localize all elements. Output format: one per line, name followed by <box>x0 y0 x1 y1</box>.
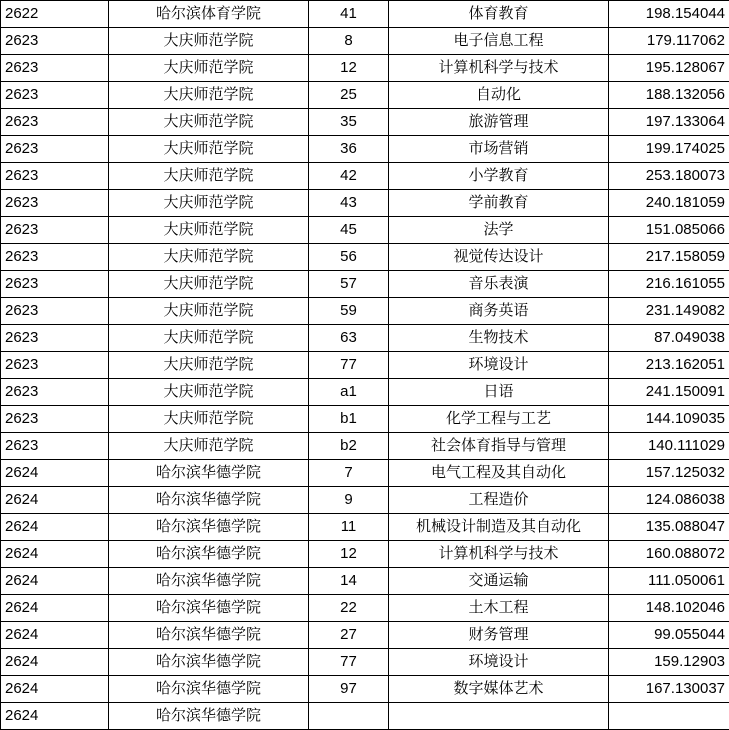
cell-school-code: 2624 <box>1 649 109 676</box>
cell-school-name: 哈尔滨华德学院 <box>109 622 309 649</box>
table-row <box>1 82 729 109</box>
cell-score: 188.132056 <box>609 82 729 109</box>
cell-major-code: b1 <box>309 406 389 433</box>
cell-major-name: 化学工程与工艺 <box>389 406 609 433</box>
cell-score: 99.055044 <box>609 622 729 649</box>
cell-major-name: 生物技术 <box>389 325 609 352</box>
table-row <box>1 622 729 649</box>
cell-school-code: 2623 <box>1 109 109 136</box>
cell-score: 157.125032 <box>609 460 729 487</box>
table-row <box>1 568 729 595</box>
cell-score: 140.111029 <box>609 433 729 460</box>
cell-school-code: 2623 <box>1 55 109 82</box>
cell-major-name: 法学 <box>389 217 609 244</box>
cell-score: 151.085066 <box>609 217 729 244</box>
table-row <box>1 541 729 568</box>
table-row <box>1 487 729 514</box>
cell-major-name: 环境设计 <box>389 352 609 379</box>
cell-school-name: 哈尔滨华德学院 <box>109 514 309 541</box>
table-row <box>1 1 729 28</box>
cell-school-code: 2623 <box>1 82 109 109</box>
cell-school-code: 2624 <box>1 703 109 730</box>
cell-school-code: 2624 <box>1 460 109 487</box>
cell-school-code: 2623 <box>1 28 109 55</box>
table-row <box>1 163 729 190</box>
cell-major-code: b2 <box>309 433 389 460</box>
cell-score: 241.150091 <box>609 379 729 406</box>
cell-major-name: 财务管理 <box>389 622 609 649</box>
cell-school-name: 哈尔滨华德学院 <box>109 676 309 703</box>
table-row <box>1 433 729 460</box>
cell-score: 197.133064 <box>609 109 729 136</box>
cell-school-name: 大庆师范学院 <box>109 136 309 163</box>
cell-school-code: 2624 <box>1 676 109 703</box>
cell-score: 160.088072 <box>609 541 729 568</box>
cell-major-code: 35 <box>309 109 389 136</box>
cell-school-name: 哈尔滨体育学院 <box>109 1 309 28</box>
cell-major-code: 36 <box>309 136 389 163</box>
cell-score: 198.154044 <box>609 1 729 28</box>
cell-score: 179.117062 <box>609 28 729 55</box>
cell-school-name: 大庆师范学院 <box>109 82 309 109</box>
cell-major-code: 14 <box>309 568 389 595</box>
cell-school-code: 2623 <box>1 163 109 190</box>
cell-school-name: 哈尔滨华德学院 <box>109 703 309 730</box>
cell-major-code: 77 <box>309 649 389 676</box>
cell-school-name: 大庆师范学院 <box>109 379 309 406</box>
cell-score: 111.050061 <box>609 568 729 595</box>
table-row <box>1 379 729 406</box>
cell-major-code: 45 <box>309 217 389 244</box>
table-row <box>1 406 729 433</box>
cell-school-name: 哈尔滨华德学院 <box>109 460 309 487</box>
cell-major-name: 环境设计 <box>389 649 609 676</box>
cell-school-code: 2623 <box>1 190 109 217</box>
table-row <box>1 28 729 55</box>
cell-school-code: 2622 <box>1 1 109 28</box>
cell-major-code: 12 <box>309 55 389 82</box>
cell-school-code: 2624 <box>1 514 109 541</box>
cell-major-code: 59 <box>309 298 389 325</box>
cell-school-name: 大庆师范学院 <box>109 271 309 298</box>
cell-major-name: 工程造价 <box>389 487 609 514</box>
table-row <box>1 109 729 136</box>
cell-school-code: 2624 <box>1 622 109 649</box>
cell-score: 135.088047 <box>609 514 729 541</box>
cell-major-name: 计算机科学与技术 <box>389 541 609 568</box>
cell-score: 216.161055 <box>609 271 729 298</box>
cell-score <box>609 703 729 730</box>
cell-major-name: 电气工程及其自动化 <box>389 460 609 487</box>
cell-school-code: 2623 <box>1 271 109 298</box>
cell-major-name: 市场营销 <box>389 136 609 163</box>
cell-major-name: 数字媒体艺术 <box>389 676 609 703</box>
cell-major-name: 机械设计制造及其自动化 <box>389 514 609 541</box>
table-row <box>1 55 729 82</box>
table-row <box>1 298 729 325</box>
cell-school-name: 大庆师范学院 <box>109 163 309 190</box>
table-row <box>1 703 729 730</box>
cell-school-name: 大庆师范学院 <box>109 55 309 82</box>
cell-score: 253.180073 <box>609 163 729 190</box>
cell-score: 167.130037 <box>609 676 729 703</box>
cell-major-code: 27 <box>309 622 389 649</box>
cell-school-name: 大庆师范学院 <box>109 244 309 271</box>
cell-school-name: 大庆师范学院 <box>109 190 309 217</box>
cell-score: 199.174025 <box>609 136 729 163</box>
cell-school-name: 大庆师范学院 <box>109 28 309 55</box>
cell-major-name <box>389 703 609 730</box>
cell-school-name: 大庆师范学院 <box>109 352 309 379</box>
cell-major-name: 旅游管理 <box>389 109 609 136</box>
cell-major-code: 63 <box>309 325 389 352</box>
cell-major-code <box>309 703 389 730</box>
cell-major-code: 7 <box>309 460 389 487</box>
table-row <box>1 190 729 217</box>
cell-school-code: 2623 <box>1 298 109 325</box>
cell-score: 159.12903 <box>609 649 729 676</box>
cell-major-name: 商务英语 <box>389 298 609 325</box>
cell-school-name: 大庆师范学院 <box>109 217 309 244</box>
table-row <box>1 352 729 379</box>
cell-major-code: 97 <box>309 676 389 703</box>
cell-school-code: 2623 <box>1 406 109 433</box>
table-row <box>1 217 729 244</box>
cell-school-code: 2623 <box>1 217 109 244</box>
cell-school-name: 哈尔滨华德学院 <box>109 568 309 595</box>
cell-school-name: 大庆师范学院 <box>109 406 309 433</box>
cell-major-name: 土木工程 <box>389 595 609 622</box>
cell-school-name: 大庆师范学院 <box>109 433 309 460</box>
cell-major-name: 电子信息工程 <box>389 28 609 55</box>
cell-major-code: 9 <box>309 487 389 514</box>
cell-school-code: 2623 <box>1 244 109 271</box>
cell-major-code: 43 <box>309 190 389 217</box>
cell-school-code: 2624 <box>1 487 109 514</box>
cell-school-code: 2623 <box>1 433 109 460</box>
cell-school-name: 哈尔滨华德学院 <box>109 649 309 676</box>
cell-major-code: 42 <box>309 163 389 190</box>
cell-school-code: 2624 <box>1 568 109 595</box>
cell-major-code: 12 <box>309 541 389 568</box>
cell-major-name: 日语 <box>389 379 609 406</box>
cell-school-name: 哈尔滨华德学院 <box>109 541 309 568</box>
table-row <box>1 244 729 271</box>
cell-school-code: 2623 <box>1 379 109 406</box>
cell-major-name: 自动化 <box>389 82 609 109</box>
table-row <box>1 595 729 622</box>
cell-score: 217.158059 <box>609 244 729 271</box>
table-row <box>1 325 729 352</box>
cell-major-name: 音乐表演 <box>389 271 609 298</box>
cell-score: 213.162051 <box>609 352 729 379</box>
cell-major-name: 体育教育 <box>389 1 609 28</box>
cell-score: 148.102046 <box>609 595 729 622</box>
table-row <box>1 514 729 541</box>
cell-score: 195.128067 <box>609 55 729 82</box>
cell-score: 144.109035 <box>609 406 729 433</box>
cell-school-code: 2624 <box>1 541 109 568</box>
cell-major-code: 8 <box>309 28 389 55</box>
cell-major-name: 社会体育指导与管理 <box>389 433 609 460</box>
cell-score: 87.049038 <box>609 325 729 352</box>
cell-school-code: 2623 <box>1 136 109 163</box>
table-body <box>1 1 729 730</box>
cell-major-name: 学前教育 <box>389 190 609 217</box>
cell-score: 231.149082 <box>609 298 729 325</box>
cell-school-code: 2623 <box>1 352 109 379</box>
cell-major-code: 25 <box>309 82 389 109</box>
cell-major-name: 视觉传达设计 <box>389 244 609 271</box>
table-row <box>1 136 729 163</box>
cell-school-name: 大庆师范学院 <box>109 298 309 325</box>
cell-major-code: 41 <box>309 1 389 28</box>
table-row <box>1 676 729 703</box>
cell-school-code: 2624 <box>1 595 109 622</box>
table-row <box>1 271 729 298</box>
cell-school-name: 哈尔滨华德学院 <box>109 595 309 622</box>
cell-score: 240.181059 <box>609 190 729 217</box>
table-row <box>1 649 729 676</box>
cell-major-code: 77 <box>309 352 389 379</box>
cell-major-name: 小学教育 <box>389 163 609 190</box>
cell-school-name: 大庆师范学院 <box>109 325 309 352</box>
cell-major-code: 22 <box>309 595 389 622</box>
cell-major-code: 11 <box>309 514 389 541</box>
cell-major-code: 57 <box>309 271 389 298</box>
cell-school-name: 大庆师范学院 <box>109 109 309 136</box>
cell-school-code: 2623 <box>1 325 109 352</box>
cell-major-name: 计算机科学与技术 <box>389 55 609 82</box>
cell-major-code: 56 <box>309 244 389 271</box>
table-row <box>1 460 729 487</box>
cell-major-code: a1 <box>309 379 389 406</box>
cell-major-name: 交通运输 <box>389 568 609 595</box>
cell-school-name: 哈尔滨华德学院 <box>109 487 309 514</box>
cell-score: 124.086038 <box>609 487 729 514</box>
